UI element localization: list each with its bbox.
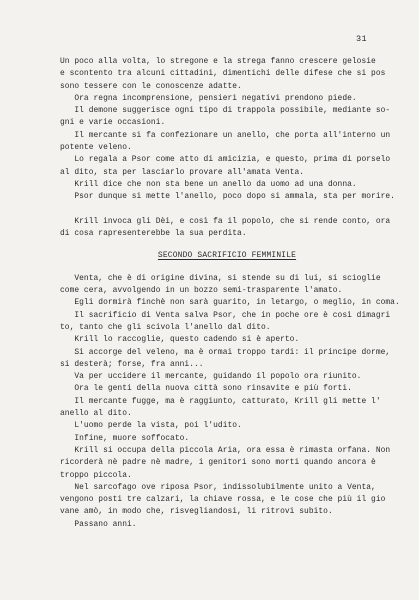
text-line: Venta, che è di origine divina, si stende su di lui, si scioglie [60, 273, 381, 283]
body-text [60, 56, 400, 531]
text-line: Nel sarcofago ove riposa Psor, indissolubilmente unito a Venta, [60, 482, 376, 492]
text-line: sono tessere con le conoscenze adatte. [60, 81, 242, 91]
text-line: anello al dito. [60, 409, 132, 419]
text-line: L'uomo perde la vista, poi l'udito. [60, 421, 242, 431]
text-line: potente veleno. [60, 143, 132, 153]
text-line: Il mercante fugge, ma è raggiunto, catturato, Krill gli mette l' [60, 396, 381, 406]
section-heading [60, 250, 380, 262]
text-line: Psor dunque si mette l'anello, poco dopo si ammala, sta per morire. [60, 192, 395, 202]
text-line: Ora regna incomprensione, pensieri negativi prendono piede. [60, 93, 357, 103]
text-line: vengono posti tre calzari, la chiave rossa, e le cose che più il gio [60, 495, 386, 505]
text-line [60, 204, 380, 216]
text-line: Un poco alla volta, lo stregone e la strega fanno crescere gelosie [60, 57, 376, 66]
paragraph-block-1 [60, 56, 395, 240]
text-line: vane amò, in modo che, risvegliandosi, li ritrovi subito. [60, 507, 333, 517]
text-line: e scontento tra alcuni cittadini, dimentichi delle difese che si pos [60, 69, 386, 79]
text-line: si desterà; forse, fra anni... [60, 359, 204, 369]
text-line: come cera, avvolgendo in un bozzo semi-trasparente l'amato. [60, 286, 343, 296]
text-line: Lo regala a Psor come atto di amicizia, e questo, prima di porselo [60, 155, 391, 165]
text-line: Si accorge del veleno, ma è ormai troppo tardi: il principe dorme, [60, 347, 391, 357]
text-line: al dito, sta per lasciarlo provare all'amata Venta. [60, 167, 305, 177]
text-line: Egli dormirà finchè non sarà guarito, in letargo, o meglio, in coma. [60, 298, 400, 308]
text-line: Va per uccidere il mercante, guidando il popolo ora riunito. [60, 372, 362, 382]
paragraph-block-2 [60, 273, 400, 531]
text-line: Krill si occupa della piccola Aria, ora essa è rimasta orfana. Non [60, 445, 391, 455]
text-line: troppo piccola. [60, 470, 132, 480]
page-number: 31 [356, 34, 368, 44]
text-line: gni e varie occasioni. [60, 118, 166, 128]
text-line: di cosa rapresenterebbe la sua perdita. [60, 229, 247, 239]
text-line: Passano anni. [60, 519, 137, 529]
section-title: SECONDO SACRIFICIO FEMMINILE [157, 251, 297, 261]
text-line: Ora le genti della nuova città sono rinsavite e più forti. [60, 384, 352, 394]
text-line: Krill dice che non sta bene un anello da uomo ad una donna. [60, 179, 357, 189]
text-line: Infine, muore soffocato. [60, 433, 190, 443]
text-line: Krill lo raccoglie, questo cadendo si è aperto. [60, 335, 300, 345]
text-line: Il sacrificio di Venta salva Psor, che in poche ore è così dimagri [60, 310, 391, 320]
spacer [60, 263, 380, 273]
text-line: Il demone suggerisce ogni tipo di trappola possibile, mediante so- [60, 106, 391, 116]
text-line: to, tanto che gli scivola l'anello dal dito. [60, 322, 271, 332]
text-line: ricorderà nè padre nè madre, i genitori sono morti quando ancora è [60, 458, 376, 468]
text-line: Krill invoca gli Dèi, e così fa il popolo, che si rende conto, ora [60, 216, 391, 226]
text-line: Il mercante si fa confezionare un anello, che porta all'interno un [60, 130, 391, 140]
spacer [60, 240, 380, 250]
